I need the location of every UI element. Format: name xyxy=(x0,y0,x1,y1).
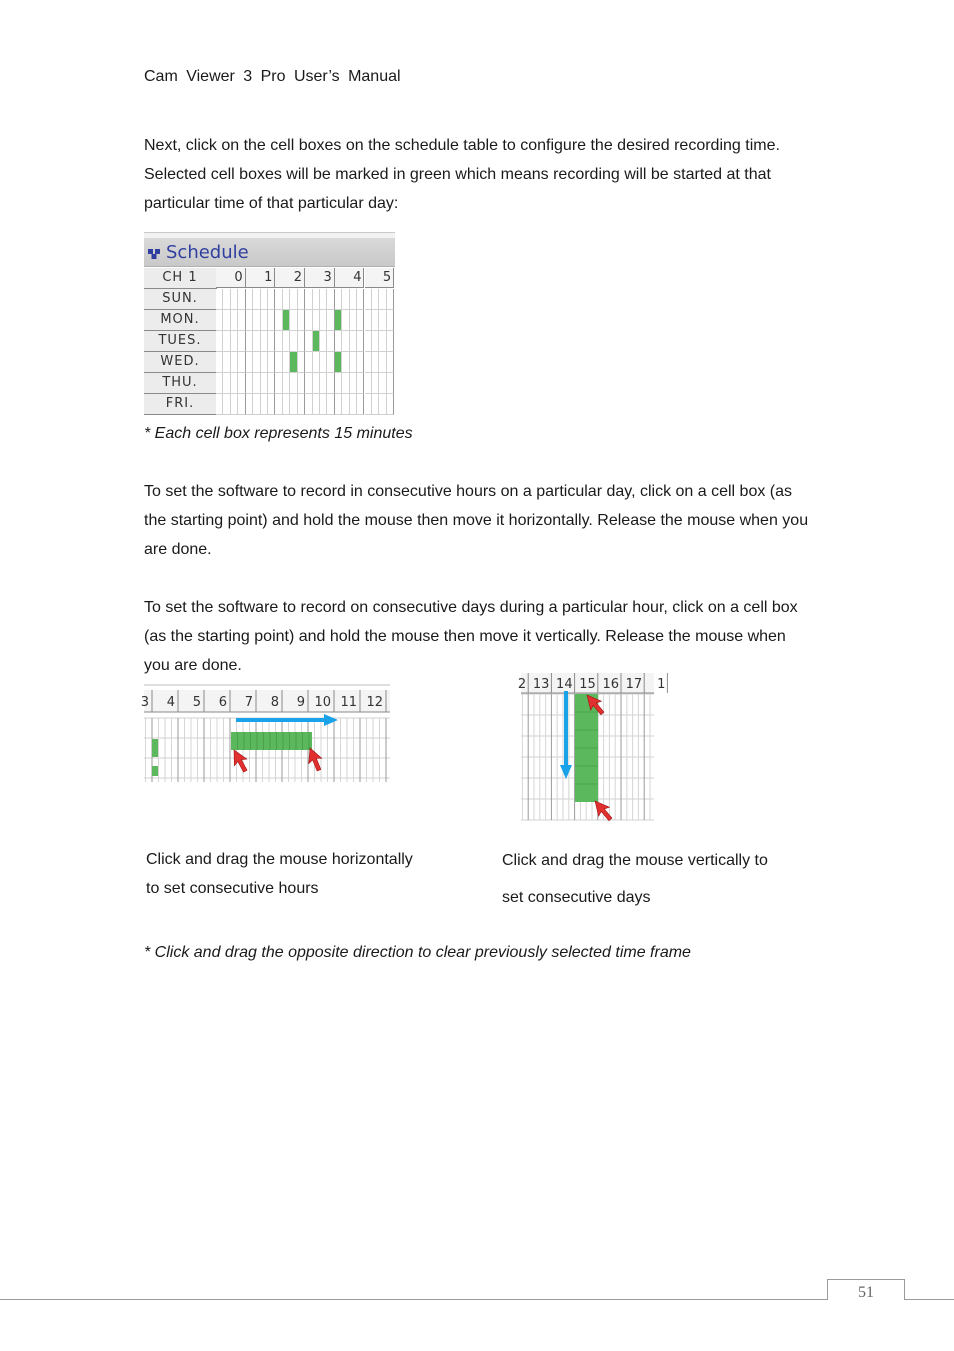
schedule-cell[interactable] xyxy=(268,352,275,373)
hour-label-2: 2 xyxy=(517,677,527,692)
schedule-cell[interactable] xyxy=(372,373,379,394)
schedule-cell[interactable] xyxy=(350,331,357,352)
schedule-cell[interactable] xyxy=(305,394,312,415)
schedule-cell[interactable] xyxy=(342,394,349,415)
schedule-cell[interactable] xyxy=(372,331,379,352)
consecutive-days-paragraph xyxy=(144,593,824,680)
horizontal-drag-figure xyxy=(140,684,390,782)
schedule-cell[interactable] xyxy=(298,331,305,352)
schedule-cell[interactable] xyxy=(327,373,334,394)
hour-header-3: 3 xyxy=(305,268,335,288)
schedule-cell[interactable] xyxy=(216,331,223,352)
schedule-cell[interactable] xyxy=(305,352,312,373)
schedule-cell[interactable] xyxy=(335,373,342,394)
schedule-cell[interactable] xyxy=(298,310,305,331)
schedule-cell[interactable] xyxy=(253,394,260,415)
hour-label-14: 14 xyxy=(556,677,573,692)
schedule-cell[interactable] xyxy=(320,331,327,352)
schedule-cell[interactable] xyxy=(290,331,297,352)
hour-label-5: 5 xyxy=(192,695,201,710)
schedule-cell[interactable] xyxy=(320,310,327,331)
schedule-cell[interactable] xyxy=(261,310,268,331)
schedule-cell[interactable] xyxy=(313,352,320,373)
schedule-cell[interactable] xyxy=(216,373,223,394)
schedule-cell[interactable] xyxy=(357,310,364,331)
schedule-cell-selected[interactable] xyxy=(335,352,342,373)
selected-cell xyxy=(152,739,158,757)
schedule-cell[interactable] xyxy=(298,394,305,415)
schedule-cell[interactable] xyxy=(365,331,372,352)
intro-line: Selected cell boxes will be marked in green which means recording will be started at that xyxy=(144,166,771,183)
schedule-cell[interactable] xyxy=(275,373,282,394)
paragraph-line: are done. xyxy=(144,541,212,558)
intro-paragraph xyxy=(144,131,824,218)
schedule-cell[interactable] xyxy=(379,373,386,394)
caption-line: Click and drag the mouse horizontally xyxy=(146,851,413,868)
schedule-cell[interactable] xyxy=(231,352,238,373)
paragraph-line: the starting point) and hold the mouse then move it horizontally. Release the mouse when you xyxy=(144,512,809,529)
schedule-cell[interactable] xyxy=(379,289,386,310)
hour-label-12: 12 xyxy=(366,695,383,710)
schedule-cell-selected[interactable] xyxy=(290,352,297,373)
schedule-cell[interactable] xyxy=(372,394,379,415)
schedule-cell[interactable] xyxy=(298,373,305,394)
schedule-cell[interactable] xyxy=(365,394,372,415)
schedule-cell[interactable] xyxy=(335,289,342,310)
schedule-cell[interactable] xyxy=(246,373,253,394)
schedule-cell[interactable] xyxy=(350,289,357,310)
hour-label-11: 11 xyxy=(340,695,357,710)
schedule-cell[interactable] xyxy=(246,331,253,352)
hour-label-4: 4 xyxy=(166,695,175,710)
schedule-cell[interactable] xyxy=(246,394,253,415)
hour-header-2: 2 xyxy=(275,268,305,288)
schedule-cell[interactable] xyxy=(253,373,260,394)
schedule-cell[interactable] xyxy=(327,394,334,415)
schedule-cell[interactable] xyxy=(313,310,320,331)
hour-header-1: 1 xyxy=(246,268,276,288)
schedule-cell[interactable] xyxy=(261,352,268,373)
schedule-cell[interactable] xyxy=(238,310,245,331)
schedule-icon xyxy=(148,248,162,260)
caption-horizontal xyxy=(146,845,413,903)
schedule-cell[interactable] xyxy=(283,331,290,352)
schedule-cell[interactable] xyxy=(283,289,290,310)
schedule-cell[interactable] xyxy=(350,310,357,331)
schedule-cell[interactable] xyxy=(223,310,230,331)
hour-header-0: 0 xyxy=(216,268,246,288)
hour-label-15: 15 xyxy=(579,677,596,692)
day-label: FRI. xyxy=(144,394,217,415)
schedule-cell[interactable] xyxy=(261,373,268,394)
schedule-cell[interactable] xyxy=(275,331,282,352)
schedule-cell[interactable] xyxy=(253,331,260,352)
hour-label-10: 10 xyxy=(314,695,331,710)
schedule-widget xyxy=(144,232,395,410)
schedule-cell[interactable] xyxy=(275,394,282,415)
schedule-cell[interactable] xyxy=(298,289,305,310)
schedule-cell[interactable] xyxy=(290,373,297,394)
schedule-cell[interactable] xyxy=(261,331,268,352)
schedule-cell[interactable] xyxy=(283,352,290,373)
schedule-cell[interactable] xyxy=(290,394,297,415)
intro-line: Next, click on the cell boxes on the schedule table to configure the desired recording time. xyxy=(144,137,780,154)
paragraph-line: (as the starting point) and hold the mouse then move it vertically. Release the mouse when xyxy=(144,628,786,645)
schedule-cell[interactable] xyxy=(290,289,297,310)
schedule-cell[interactable] xyxy=(372,352,379,373)
schedule-cell[interactable] xyxy=(268,289,275,310)
schedule-cell[interactable] xyxy=(342,331,349,352)
footer-rule xyxy=(0,1299,954,1300)
clear-note: * Click and drag the opposite direction to clear previously selected time frame xyxy=(144,944,691,961)
schedule-cell[interactable] xyxy=(342,352,349,373)
schedule-cell[interactable] xyxy=(379,394,386,415)
schedule-cell[interactable] xyxy=(238,352,245,373)
schedule-cell[interactable] xyxy=(305,331,312,352)
schedule-cell[interactable] xyxy=(231,394,238,415)
schedule-cell[interactable] xyxy=(379,352,386,373)
schedule-cell[interactable] xyxy=(379,310,386,331)
day-label: MON. xyxy=(144,310,217,331)
schedule-cell[interactable] xyxy=(238,289,245,310)
schedule-cell[interactable] xyxy=(275,289,282,310)
hour-header-4: 4 xyxy=(335,268,365,288)
selected-cell xyxy=(152,766,158,776)
schedule-cell[interactable] xyxy=(216,352,223,373)
hour-label-3: 3 xyxy=(140,695,149,710)
schedule-cell-selected[interactable] xyxy=(283,310,290,331)
schedule-cell[interactable] xyxy=(216,289,223,310)
schedule-cell[interactable] xyxy=(290,310,297,331)
channel-label: CH 1 xyxy=(144,268,217,289)
schedule-cell[interactable] xyxy=(275,310,282,331)
schedule-cell[interactable] xyxy=(216,394,223,415)
schedule-cell[interactable] xyxy=(372,310,379,331)
schedule-cell[interactable] xyxy=(223,352,230,373)
caption-vertical xyxy=(502,842,768,916)
hour-label-1: 1 xyxy=(657,677,666,692)
schedule-cell[interactable] xyxy=(283,373,290,394)
page-number: 51 xyxy=(827,1279,905,1300)
running-header: Cam Viewer 3 Pro User’s Manual xyxy=(144,68,401,85)
schedule-cell[interactable] xyxy=(246,310,253,331)
schedule-cell[interactable] xyxy=(320,352,327,373)
schedule-cell[interactable] xyxy=(342,289,349,310)
schedule-cell[interactable] xyxy=(327,331,334,352)
caption-line: to set consecutive hours xyxy=(146,880,319,897)
schedule-cell[interactable] xyxy=(246,289,253,310)
caption-line: Click and drag the mouse vertically to xyxy=(502,852,768,869)
hour-label-9: 9 xyxy=(296,695,305,710)
schedule-cell[interactable] xyxy=(379,331,386,352)
schedule-cell[interactable] xyxy=(387,331,394,352)
schedule-cell[interactable] xyxy=(268,373,275,394)
schedule-cell[interactable] xyxy=(342,310,349,331)
schedule-cell[interactable] xyxy=(238,373,245,394)
paragraph-line: To set the software to record in consecutive hours on a particular day, click on a cell box (as xyxy=(144,483,793,500)
schedule-cell[interactable] xyxy=(320,394,327,415)
hour-label-8: 8 xyxy=(270,695,279,710)
day-label: WED. xyxy=(144,352,217,373)
paragraph-line: you are done. xyxy=(144,657,242,674)
schedule-cell[interactable] xyxy=(335,394,342,415)
schedule-cell[interactable] xyxy=(320,289,327,310)
schedule-cell[interactable] xyxy=(387,394,394,415)
schedule-cell-selected[interactable] xyxy=(313,331,320,352)
schedule-cell[interactable] xyxy=(387,289,394,310)
schedule-cell[interactable] xyxy=(238,394,245,415)
schedule-cell[interactable] xyxy=(268,331,275,352)
schedule-cell[interactable] xyxy=(387,352,394,373)
schedule-cell[interactable] xyxy=(246,352,253,373)
schedule-cell[interactable] xyxy=(275,352,282,373)
caption-line: set consecutive days xyxy=(502,889,651,906)
schedule-cell[interactable] xyxy=(357,373,364,394)
schedule-cell[interactable] xyxy=(357,331,364,352)
schedule-cell[interactable] xyxy=(305,373,312,394)
schedule-cell[interactable] xyxy=(305,289,312,310)
hour-label-13: 13 xyxy=(532,677,550,692)
schedule-cell[interactable] xyxy=(261,394,268,415)
schedule-cell[interactable] xyxy=(223,373,230,394)
day-label: TUES. xyxy=(144,331,217,352)
paragraph-line: To set the software to record on consecutive days during a particular hour, click on a cell box xyxy=(144,599,798,616)
schedule-cell[interactable] xyxy=(223,289,230,310)
schedule-title: Schedule xyxy=(166,242,249,263)
schedule-cell[interactable] xyxy=(231,289,238,310)
hour-label-16: 16 xyxy=(602,677,619,692)
hour-header-5: 5 xyxy=(365,268,395,288)
schedule-cell[interactable] xyxy=(253,310,260,331)
schedule-cell[interactable] xyxy=(298,352,305,373)
schedule-cell[interactable] xyxy=(365,310,372,331)
hour-label-6: 6 xyxy=(218,695,227,710)
schedule-cell[interactable] xyxy=(238,331,245,352)
vertical-drag-figure xyxy=(517,673,666,820)
hour-label-7: 7 xyxy=(244,695,253,710)
schedule-cell[interactable] xyxy=(313,373,320,394)
schedule-cell[interactable] xyxy=(372,289,379,310)
schedule-cell[interactable] xyxy=(350,352,357,373)
schedule-cell[interactable] xyxy=(327,310,334,331)
schedule-cell-selected[interactable] xyxy=(335,310,342,331)
selected-range xyxy=(231,732,312,750)
schedule-cell[interactable] xyxy=(387,373,394,394)
schedule-cell[interactable] xyxy=(365,352,372,373)
schedule-titlebar xyxy=(144,238,395,267)
schedule-cell[interactable] xyxy=(283,394,290,415)
schedule-cell[interactable] xyxy=(268,310,275,331)
schedule-cell[interactable] xyxy=(387,310,394,331)
schedule-cell[interactable] xyxy=(327,352,334,373)
schedule-cell[interactable] xyxy=(350,373,357,394)
schedule-cell[interactable] xyxy=(231,331,238,352)
schedule-cell[interactable] xyxy=(350,394,357,415)
schedule-cell[interactable] xyxy=(261,289,268,310)
intro-line: particular time of that particular day: xyxy=(144,195,399,212)
schedule-cell[interactable] xyxy=(305,310,312,331)
schedule-cell[interactable] xyxy=(231,373,238,394)
day-label: THU. xyxy=(144,373,217,394)
schedule-cell[interactable] xyxy=(223,331,230,352)
consecutive-hours-paragraph xyxy=(144,477,824,564)
schedule-cell[interactable] xyxy=(335,331,342,352)
cell-note: * Each cell box represents 15 minutes xyxy=(144,425,413,442)
schedule-cell[interactable] xyxy=(253,289,260,310)
hour-label-17: 17 xyxy=(625,677,643,692)
schedule-cell[interactable] xyxy=(313,394,320,415)
schedule-cell[interactable] xyxy=(342,373,349,394)
schedule-cell[interactable] xyxy=(216,310,223,331)
schedule-cell[interactable] xyxy=(357,352,364,373)
day-label: SUN. xyxy=(144,289,217,310)
schedule-cell[interactable] xyxy=(253,352,260,373)
schedule-cell[interactable] xyxy=(357,394,364,415)
schedule-cell[interactable] xyxy=(320,373,327,394)
schedule-cell[interactable] xyxy=(268,394,275,415)
schedule-cell[interactable] xyxy=(223,394,230,415)
schedule-cell[interactable] xyxy=(231,310,238,331)
schedule-cell[interactable] xyxy=(313,289,320,310)
schedule-cell[interactable] xyxy=(365,373,372,394)
schedule-cell[interactable] xyxy=(327,289,334,310)
schedule-cell[interactable] xyxy=(365,289,372,310)
schedule-cell[interactable] xyxy=(357,289,364,310)
